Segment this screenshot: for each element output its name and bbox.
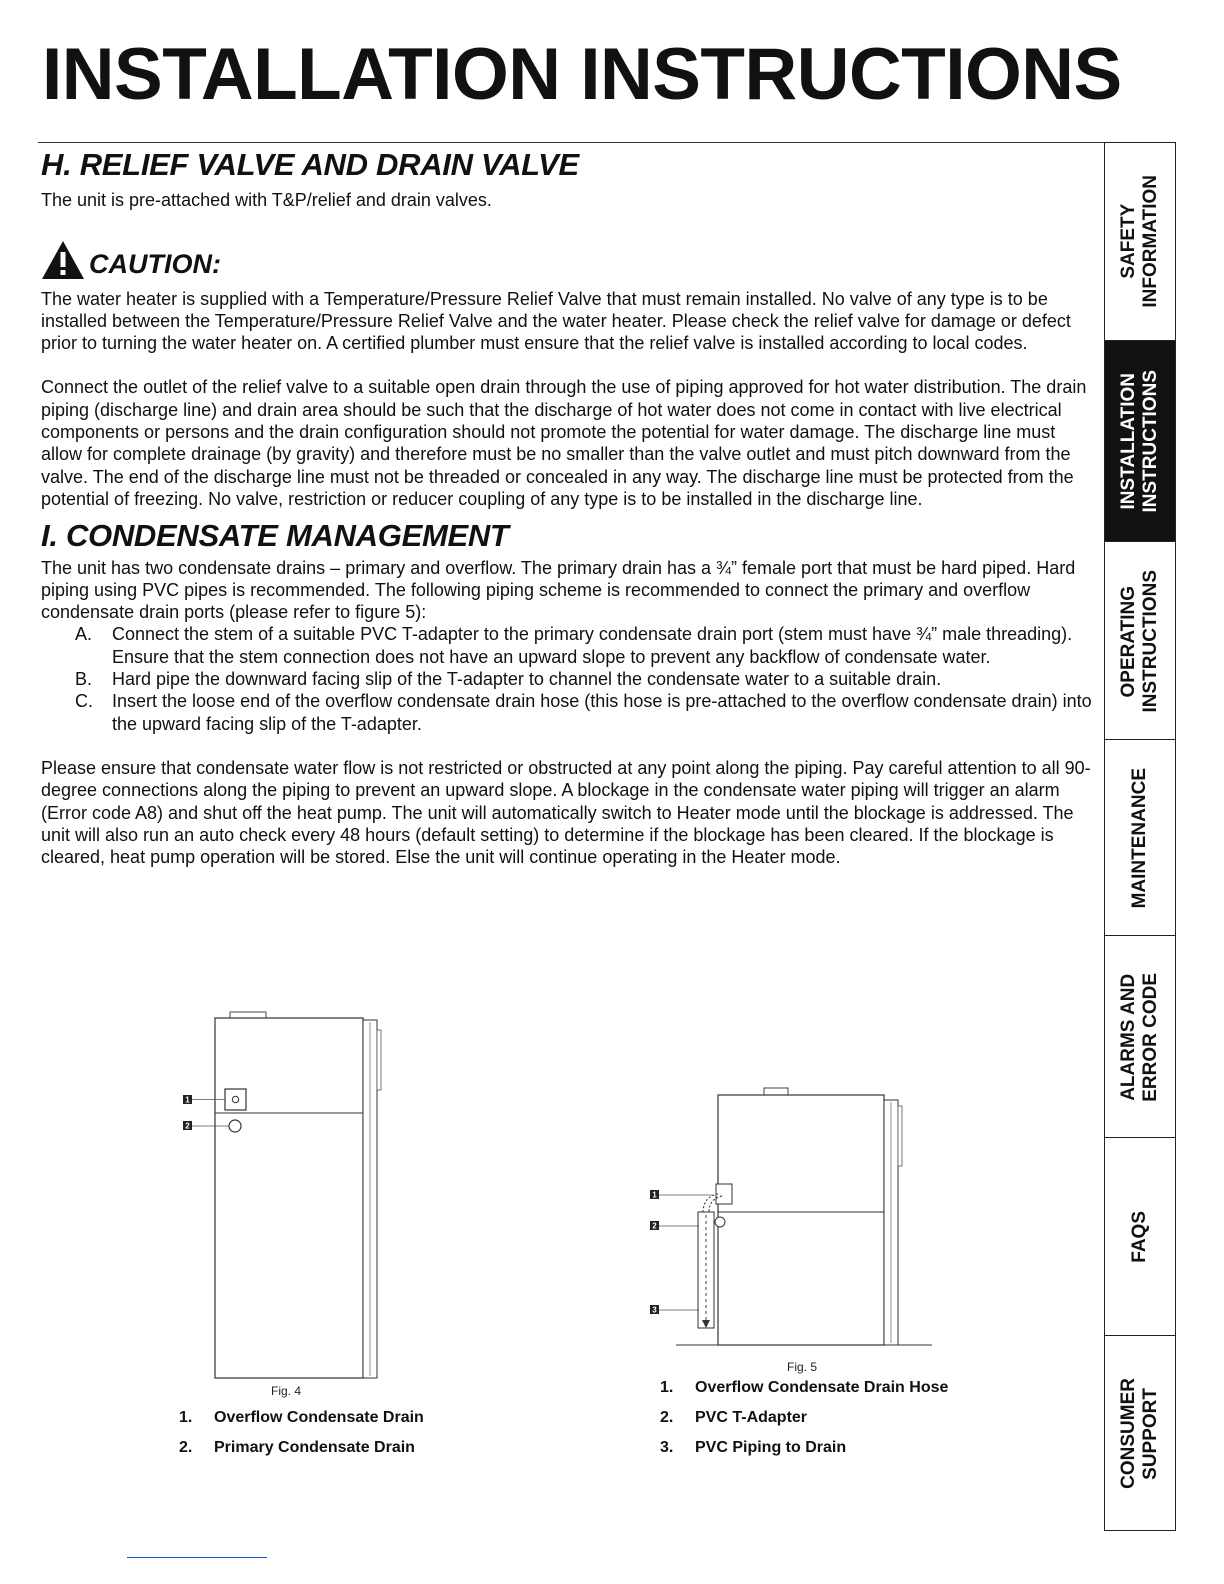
legend-label: PVC Piping to Drain <box>695 1439 847 1456</box>
tab-label: SAFETY INFORMATION <box>1118 175 1161 308</box>
tab-installation-instructions[interactable] <box>1105 340 1175 542</box>
discharge-line-text: Connect the outlet of the relief valve to a suitable open drain through the use of piping approved for hot water distribution. The drain piping (discharge line) and drain area should be such that the discharge of hot water does not come in contact with live electrical components or persons and the drain configuration should not promote the potential for water damage. The discharge line must allow for complete drainage (by gravity) and therefore must be no smaller than the valve outlet and must pitch downward from the valve. The end of the discharge line must not be threaded or concealed in any way. The discharge line must be protected from the potential of freezing. No valve, restriction or reducer coupling of any type is to be installed in the discharge line. <box>41 377 1087 509</box>
footer-link-underline <box>127 1557 267 1558</box>
legend-label: PVC T-Adapter <box>695 1409 808 1426</box>
tab-label: OPERATING INSTRUCTIONS <box>1118 569 1161 713</box>
caution-block <box>41 240 1101 280</box>
section-heading-relief-valve: H. RELIEF VALVE AND DRAIN VALVE <box>41 147 579 182</box>
figure-5-caption: Fig. 5 <box>787 1360 818 1374</box>
figure-4-caption: Fig. 4 <box>271 1384 302 1398</box>
figure-5-legend <box>660 1373 948 1463</box>
legend-number: 3. <box>660 1439 674 1456</box>
page-title: INSTALLATION INSTRUCTIONS <box>42 34 1122 115</box>
figure-5-diagram <box>645 1085 935 1355</box>
step-letter: A. <box>75 624 93 645</box>
list-item <box>41 623 1101 668</box>
legend-item <box>179 1433 424 1463</box>
figure-4-legend <box>179 1403 424 1463</box>
legend-number: 1. <box>179 1409 193 1426</box>
figure-5-marker: 1 <box>652 1190 657 1200</box>
legend-number: 1. <box>660 1379 674 1396</box>
legend-label: Overflow Condensate Drain Hose <box>695 1379 949 1396</box>
tab-label: CONSUMER SUPPORT <box>1118 1378 1161 1489</box>
tab-operating-instructions[interactable] <box>1105 541 1175 740</box>
blockage-warning-text: Please ensure that condensate water flow is not restricted or obstructed at any point along the piping. Pay careful attention to all 90-degree connections along the piping to prevent an upward slope. A blockage in the condensate water piping will trigger an alarm (Error code A8) and shut off the heat pump. The unit will automatically switch to Heater mode until the blockage is addressed. The unit will also run an auto check every 48 hours (default setting) to determine if the blockage has been cleared. If the blockage is cleared, heat pump operation will be stored. Else the unit will continue operating in the Heater mode. <box>41 757 1091 868</box>
piping-steps-list <box>41 623 1101 734</box>
tab-safety-information[interactable] <box>1105 143 1175 340</box>
step-text: Insert the loose end of the overflow condensate drain hose (this hose is pre-attached to the overflow condensate drain) into the upward facing slip of the T-adapter. <box>112 691 1092 734</box>
tab-label: ALARMS AND ERROR CODE <box>1118 972 1161 1102</box>
figure-4-diagram <box>176 1010 396 1382</box>
step-letter: B. <box>75 669 93 690</box>
section-heading-condensate: I. CONDENSATE MANAGEMENT <box>41 518 509 554</box>
legend-item <box>660 1433 948 1463</box>
condensate-intro: The unit has two condensate drains – primary and overflow. The primary drain has a ¾” female port that must be hard piped. Hard piping using PVC pipes is recommended. The following piping scheme is recommended to connect the primary and overflow condensate drain ports (please refer to figure 5): <box>41 557 1076 623</box>
list-item <box>41 690 1101 735</box>
step-letter: C. <box>75 691 93 712</box>
step-text: Connect the stem of a suitable PVC T-adapter to the primary condensate drain port (stem must have ¾” male threading). Ensure that the stem connection does not have an upward slope to prevent any backflow of condensate water. <box>112 624 1073 667</box>
figure-5-marker: 3 <box>652 1305 657 1315</box>
figure-4-marker: 2 <box>185 1121 190 1131</box>
tab-consumer-support[interactable] <box>1105 1335 1175 1531</box>
list-item <box>41 668 1101 690</box>
warning-icon <box>41 240 85 280</box>
legend-item <box>660 1403 948 1433</box>
tab-faqs[interactable] <box>1105 1137 1175 1336</box>
legend-item <box>660 1373 948 1403</box>
step-text: Hard pipe the downward facing slip of the T-adapter to channel the condensate water to a suitable drain. <box>112 669 942 690</box>
tab-maintenance[interactable] <box>1105 739 1175 936</box>
tab-label: INSTALLATION INSTRUCTIONS <box>1118 370 1161 513</box>
legend-label: Overflow Condensate Drain <box>214 1409 424 1426</box>
legend-number: 2. <box>179 1439 193 1456</box>
legend-label: Primary Condensate Drain <box>214 1439 415 1456</box>
figure-5-marker: 2 <box>652 1221 657 1231</box>
main-content <box>41 145 1101 868</box>
tab-label: MAINTENANCE <box>1129 767 1150 909</box>
figure-4-marker: 1 <box>185 1095 190 1105</box>
caution-label: CAUTION: <box>89 248 221 279</box>
legend-item <box>179 1403 424 1433</box>
relief-valve-intro: The unit is pre-attached with T&P/relief and drain valves. <box>41 190 492 211</box>
caution-text: The water heater is supplied with a Temperature/Pressure Relief Valve that must remain installed. No valve of any type is to be installed between the Temperature/Pressure Relief Valve and the water heater. Please check the relief valve for damage or defect prior to turning the water heater on. A certified plumber must ensure that the relief valve is installed according to local codes. <box>41 288 1071 354</box>
tab-alarms-and-error-code[interactable] <box>1105 935 1175 1138</box>
tab-label: FAQS <box>1129 1211 1150 1263</box>
legend-number: 2. <box>660 1409 674 1426</box>
side-section-tabs <box>1104 142 1176 1531</box>
title-divider <box>38 142 1176 143</box>
